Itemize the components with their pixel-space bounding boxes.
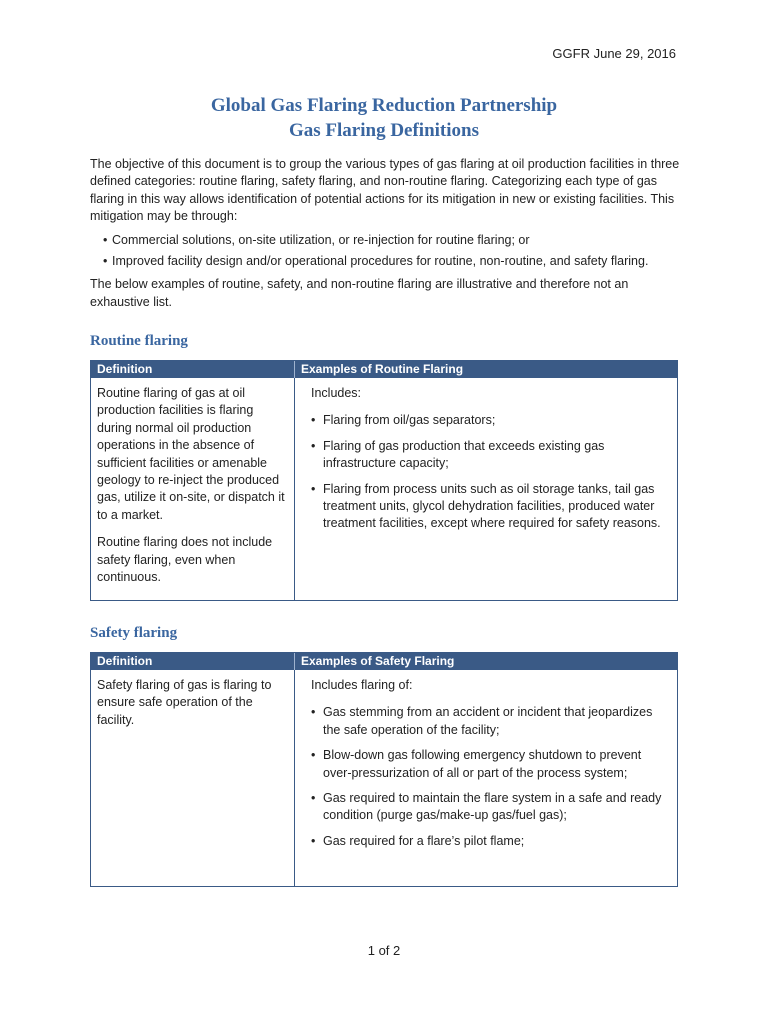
title-line-1: Global Gas Flaring Reduction Partnership [210,95,558,116]
column-header-definition: Definition [91,653,295,670]
column-header-examples: Examples of Safety Flaring [301,654,455,668]
routine-flaring-table [90,360,678,601]
bullet-icon: • [311,481,316,496]
definition-cell: Routine flaring of gas at oil production facilities is flaring during normal oil production operations in the absence of sufficient facilities or amenable geology to re-inject the produced gas, utilize it on-site, or dispatch it to a market. Routine flaring does not include safety flaring, even when continuous. [91,378,295,600]
definition-cell: Safety flaring of gas is flaring to ensure safe operation of the facility. [91,670,295,886]
intro-paragraph-2: The below examples of routine, safety, and non-routine flaring are illustrative and therefore not an exhaustive list. [90,277,629,309]
list-item: • Flaring from oil/gas separators; [311,412,669,429]
table-header [91,361,677,378]
bullet-icon: • [311,833,316,848]
safety-flaring-heading: Safety flaring [90,625,178,641]
column-header-examples: Examples of Routine Flaring [301,362,464,376]
column-header-definition: Definition [91,361,295,378]
list-item: • Blow-down gas following emergency shutdown to prevent over-pressurization of all or part of the process system; [311,748,642,780]
list-item: • Flaring from process units such as oil storage tanks, tail gas treatment units, glycol dehydration facilities, produced water treatment facilities, except where required for safety reasons. [311,481,661,531]
list-item: • Gas required for a flare’s pilot flame; [311,833,669,850]
examples-intro: Includes flaring of: [311,678,413,692]
table-row [91,670,677,886]
examples-list [311,412,669,532]
list-item: • Gas stemming from an accident or incident that jeopardizes the safe operation of the facility; [311,705,653,737]
bullet-icon: • [311,791,316,806]
document-title [0,93,768,143]
page-number: 1 of 2 [367,943,401,958]
examples-intro: Includes: [311,386,362,400]
intro-section [90,156,680,311]
bullet-icon: • [311,413,316,428]
table-header [91,653,677,670]
list-item: • Flaring of gas production that exceeds existing gas infrastructure capacity; [311,438,605,471]
bullet-icon: • [103,232,108,247]
safety-flaring-table [90,652,678,887]
intro-bullet-list [90,232,680,271]
list-item: • Gas required to maintain the flare system in a safe and ready condition (purge gas/make-up gas/fuel gas); [311,791,662,823]
table-row [91,378,677,600]
header-date: GGFR June 29, 2016 [552,46,676,61]
bullet-icon: • [103,254,108,269]
bullet-icon: • [311,438,316,453]
examples-cell [295,378,677,600]
list-item: • Commercial solutions, on-site utilization, or re-injection for routine flaring; or [90,232,680,249]
examples-list [311,704,669,850]
examples-cell [295,670,677,886]
title-line-2: Gas Flaring Definitions [288,120,479,141]
bullet-icon: • [311,705,316,720]
list-item: • Improved facility design and/or operational procedures for routine, non-routine, and safety flaring. [90,253,680,270]
intro-paragraph-1: The objective of this document is to group the various types of gas flaring at oil production facilities in three defined categories: routine flaring, safety flaring, and non-routine flaring. Categorizing each type of gas flaring in this way allows identification of potential actions for its mitigation in new or existing facilities. This mitigation may be through: [90,157,680,224]
bullet-icon: • [311,748,316,763]
routine-flaring-heading: Routine flaring [90,333,188,349]
